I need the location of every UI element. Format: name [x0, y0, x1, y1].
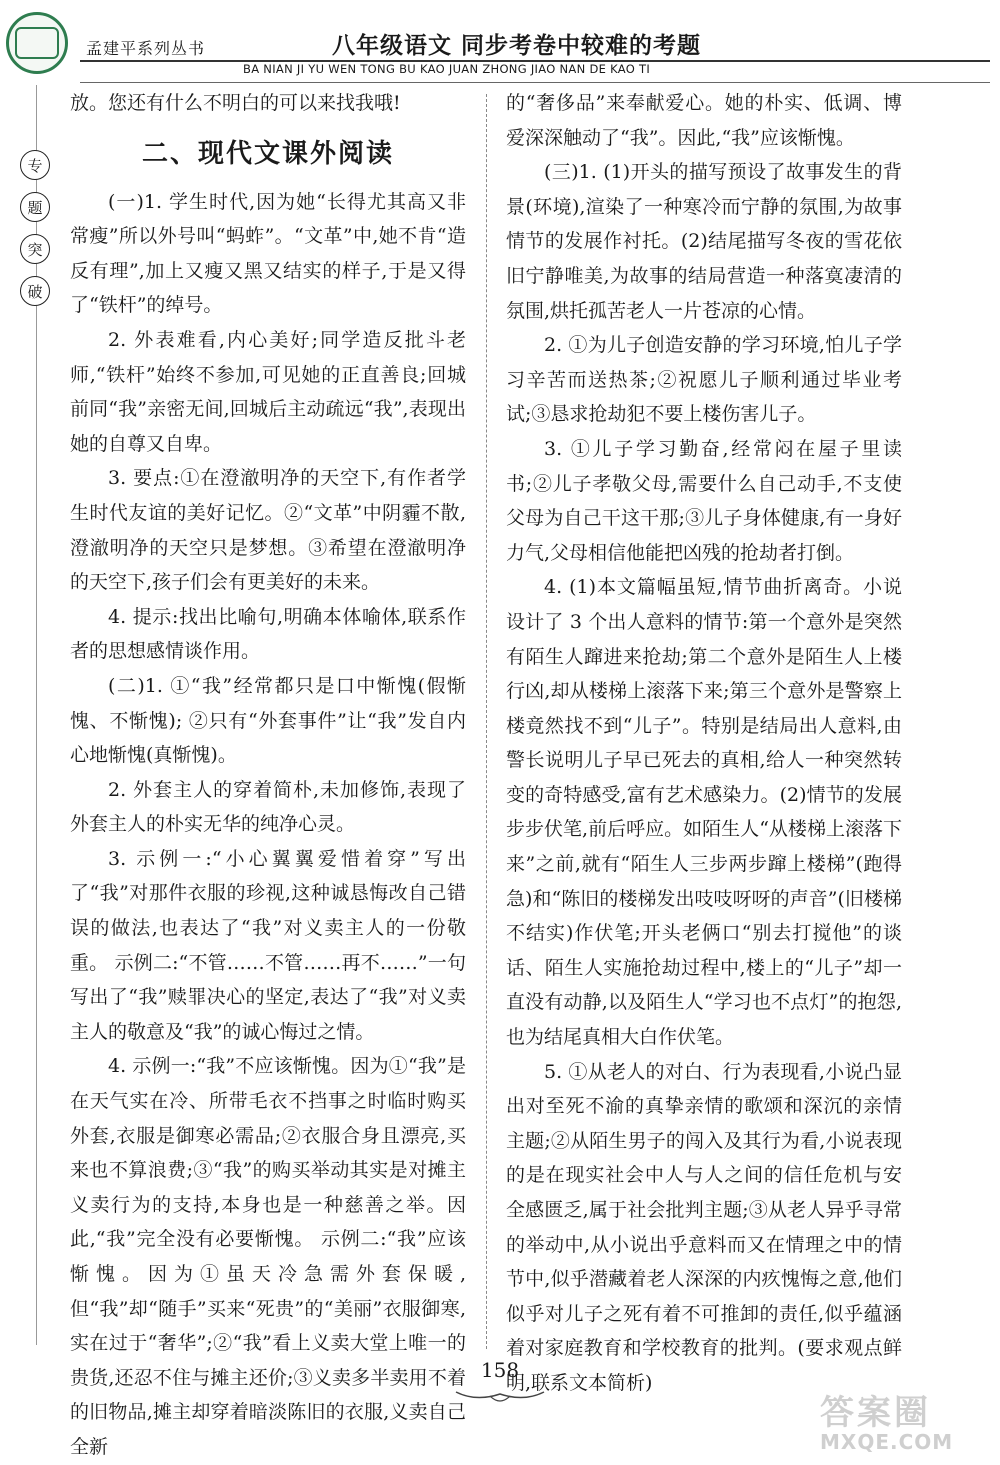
right-column — [506, 86, 902, 1401]
answer-paragraph: (三)1. (1)开头的描写预设了故事发生的背景(环境),渲染了一种寒冷而宁静的氛围,为故事情节的发展作衬托。(2)结尾描写冬夜的雪花依旧宁静唯美,为故事的结局营造一种落寞凄清的氛围,烘托孤苦老人一片苍凉的心情。 — [506, 161, 902, 322]
watermark — [820, 1385, 990, 1455]
watermark-url: MXQE.COM — [820, 1430, 954, 1454]
page-ornament-icon — [452, 1386, 548, 1406]
answer-paragraph: (一)1. 学生时代,因为她“长得尤其高又非常瘦”所以外号叫“蚂蚱”。“文革”中,她不肯“造反有理”,加上又瘦又黑又结实的样子,于是又得了“铁杆”的绰号。 — [70, 190, 466, 317]
side-tag: 题 — [20, 192, 50, 222]
left-column — [70, 86, 466, 1465]
series-name: 孟建平系列丛书 — [86, 39, 206, 58]
watermark-text: 答案圈 — [820, 1393, 931, 1433]
answer-paragraph: (二)1. ①“我”经常都只是口中惭愧(假惭愧、不惭愧); ②只有“外套事件”让“我”发自内心地惭愧(真惭愧)。 — [70, 674, 466, 767]
publisher-logo-icon — [6, 12, 68, 74]
section-title: 二、现代文课外阅读 — [141, 138, 394, 169]
answer-paragraph: 2. 外套主人的穿着简朴,未加修饰,表现了外套主人的朴实无华的纯净心灵。 — [70, 778, 466, 836]
answer-paragraph: 4. 示例一:“我”不应该惭愧。因为①“我”是在天气实在冷、所带毛衣不挡事之时临时购买外套,衣服是御寒必需品;②衣服合身且漂亮,买来也不算浪费;③“我”的购买举动其实是对摊主义卖行为的支持,本身也是一种慈善之举。因此,“我”完全没有必要惭愧。 示例二:“我”应该惭愧。因为①虽天冷急需外套保暖,但“我”却“随手”买来“死贵”的“美丽”衣服御寒,实在过于“奢华”;②“我”看上义卖大堂上唯一的贵货,还忍不住与摊主还价;③义卖多半卖用不着的旧物品,摊主却穿着暗淡陈旧的衣服,义卖自己全新 — [70, 1055, 466, 1458]
side-tags — [20, 150, 54, 318]
side-tag: 破 — [20, 276, 50, 306]
answer-paragraph: 4. 提示:找出比喻句,明确本体喻体,联系作者的思想感情谈作用。 — [70, 605, 466, 663]
header-rule-bottom — [80, 82, 990, 83]
answer-paragraph: 3. 示例一:“小心翼翼爱惜着穿”写出了“我”对那件衣服的珍视,这种诚恳悔改自己错误的做法,也表达了“我”对义卖主人的一份敬重。 示例二:“不管……不管……再不……”一句写出了“我”赎罪决心的坚定,表达了“我”对义卖主人的敬意及“我”的诚心悔过之情。 — [70, 847, 466, 1043]
page-header — [0, 0, 1000, 95]
intro-line: 放。您还有什么不明白的可以来找我哦! — [70, 92, 401, 114]
answer-paragraph: 3. ①儿子学习勤奋,经常闷在屋子里读书;②儿子孝敬父母,需要什么自己动手,不支使父母为自己干这干那;③儿子身体健康,有一身好力气,父母相信他能把凶残的抢劫者打倒。 — [506, 437, 902, 564]
answer-paragraph: 的“奢侈品”来奉献爱心。她的朴实、低调、博爱深深触动了“我”。因此,“我”应该惭愧。 — [506, 92, 902, 149]
page-number: 158 — [480, 1358, 520, 1382]
answer-paragraph: 3. 要点:①在澄澈明净的天空下,有作者学生时代友谊的美好记忆。②“文革”中阴霾不散,澄澈明净的天空只是梦想。③希望在澄澈明净的天空下,孩子们会有更美好的未来。 — [70, 467, 466, 594]
side-tag: 突 — [20, 234, 50, 264]
answer-paragraph: 2. ①为儿子创造安静的学习环境,怕儿子学习辛苦而送热茶;②祝愿儿子顺利通过毕业考试;③恳求抢劫犯不要上楼伤害儿子。 — [506, 334, 902, 426]
answer-paragraph: 5. ①从老人的对白、行为表现看,小说凸显出对至死不渝的真挚亲情的歌颂和深沉的亲情主题;②从陌生男子的闯入及其行为看,小说表现的是在现实社会中人与人之间的信任危机与安全感匮乏,属于社会批判主题;③从老人异乎寻常的举动中,从小说出乎意料而又在情理之中的情节中,似乎潜藏着老人深深的内疚愧悔之意,他们似乎对儿子之死有着不可推卸的责任,似乎蕴涵着对家庭教育和学校教育的批判。(要求观点鲜明,联系文本简析) — [506, 1060, 902, 1394]
title-pinyin: BA NIAN JI YU WEN TONG BU KAO JUAN ZHONG JIAO NAN DE KAO TI — [243, 62, 651, 76]
book-title: 八年级语文 同步考卷中较难的考题 — [332, 32, 702, 59]
side-tag: 专 — [20, 150, 50, 180]
answer-paragraph: 4. (1)本文篇幅虽短,情节曲折离奇。小说设计了 3 个出人意料的情节:第一个意外是突然有陌生人蹿进来抢劫;第二个意外是陌生人上楼行凶,却从楼梯上滚落下来;第三个意外是警察上楼竟然找不到“儿子”。特别是结局出人意料,由警长说明儿子早已死去的真相,给人一种突然转变的奇特感受,富有艺术感染力。(2)情节的发展步步伏笔,前后呼应。如陌生人“从楼梯上滚落下来”之前,就有“陌生人三步两步蹿上楼梯”(跑得急)和“陈旧的楼梯发出吱吱呀呀的声音”(旧楼梯不结实)作伏笔;开头老俩口“别去打搅他”的谈话、陌生人实施抢劫过程中,楼上的“儿子”却一直没有动静,以及陌生人“学习也不点灯”的抱怨,也为结尾真相大白作伏笔。 — [506, 576, 902, 1049]
answer-paragraph: 2. 外表难看,内心美好;同学造反批斗老师,“铁杆”始终不参加,可见她的正直善良;回城前同“我”亲密无间,回城后主动疏远“我”,表现出她的自尊又自卑。 — [70, 328, 466, 455]
column-divider — [486, 94, 487, 1349]
